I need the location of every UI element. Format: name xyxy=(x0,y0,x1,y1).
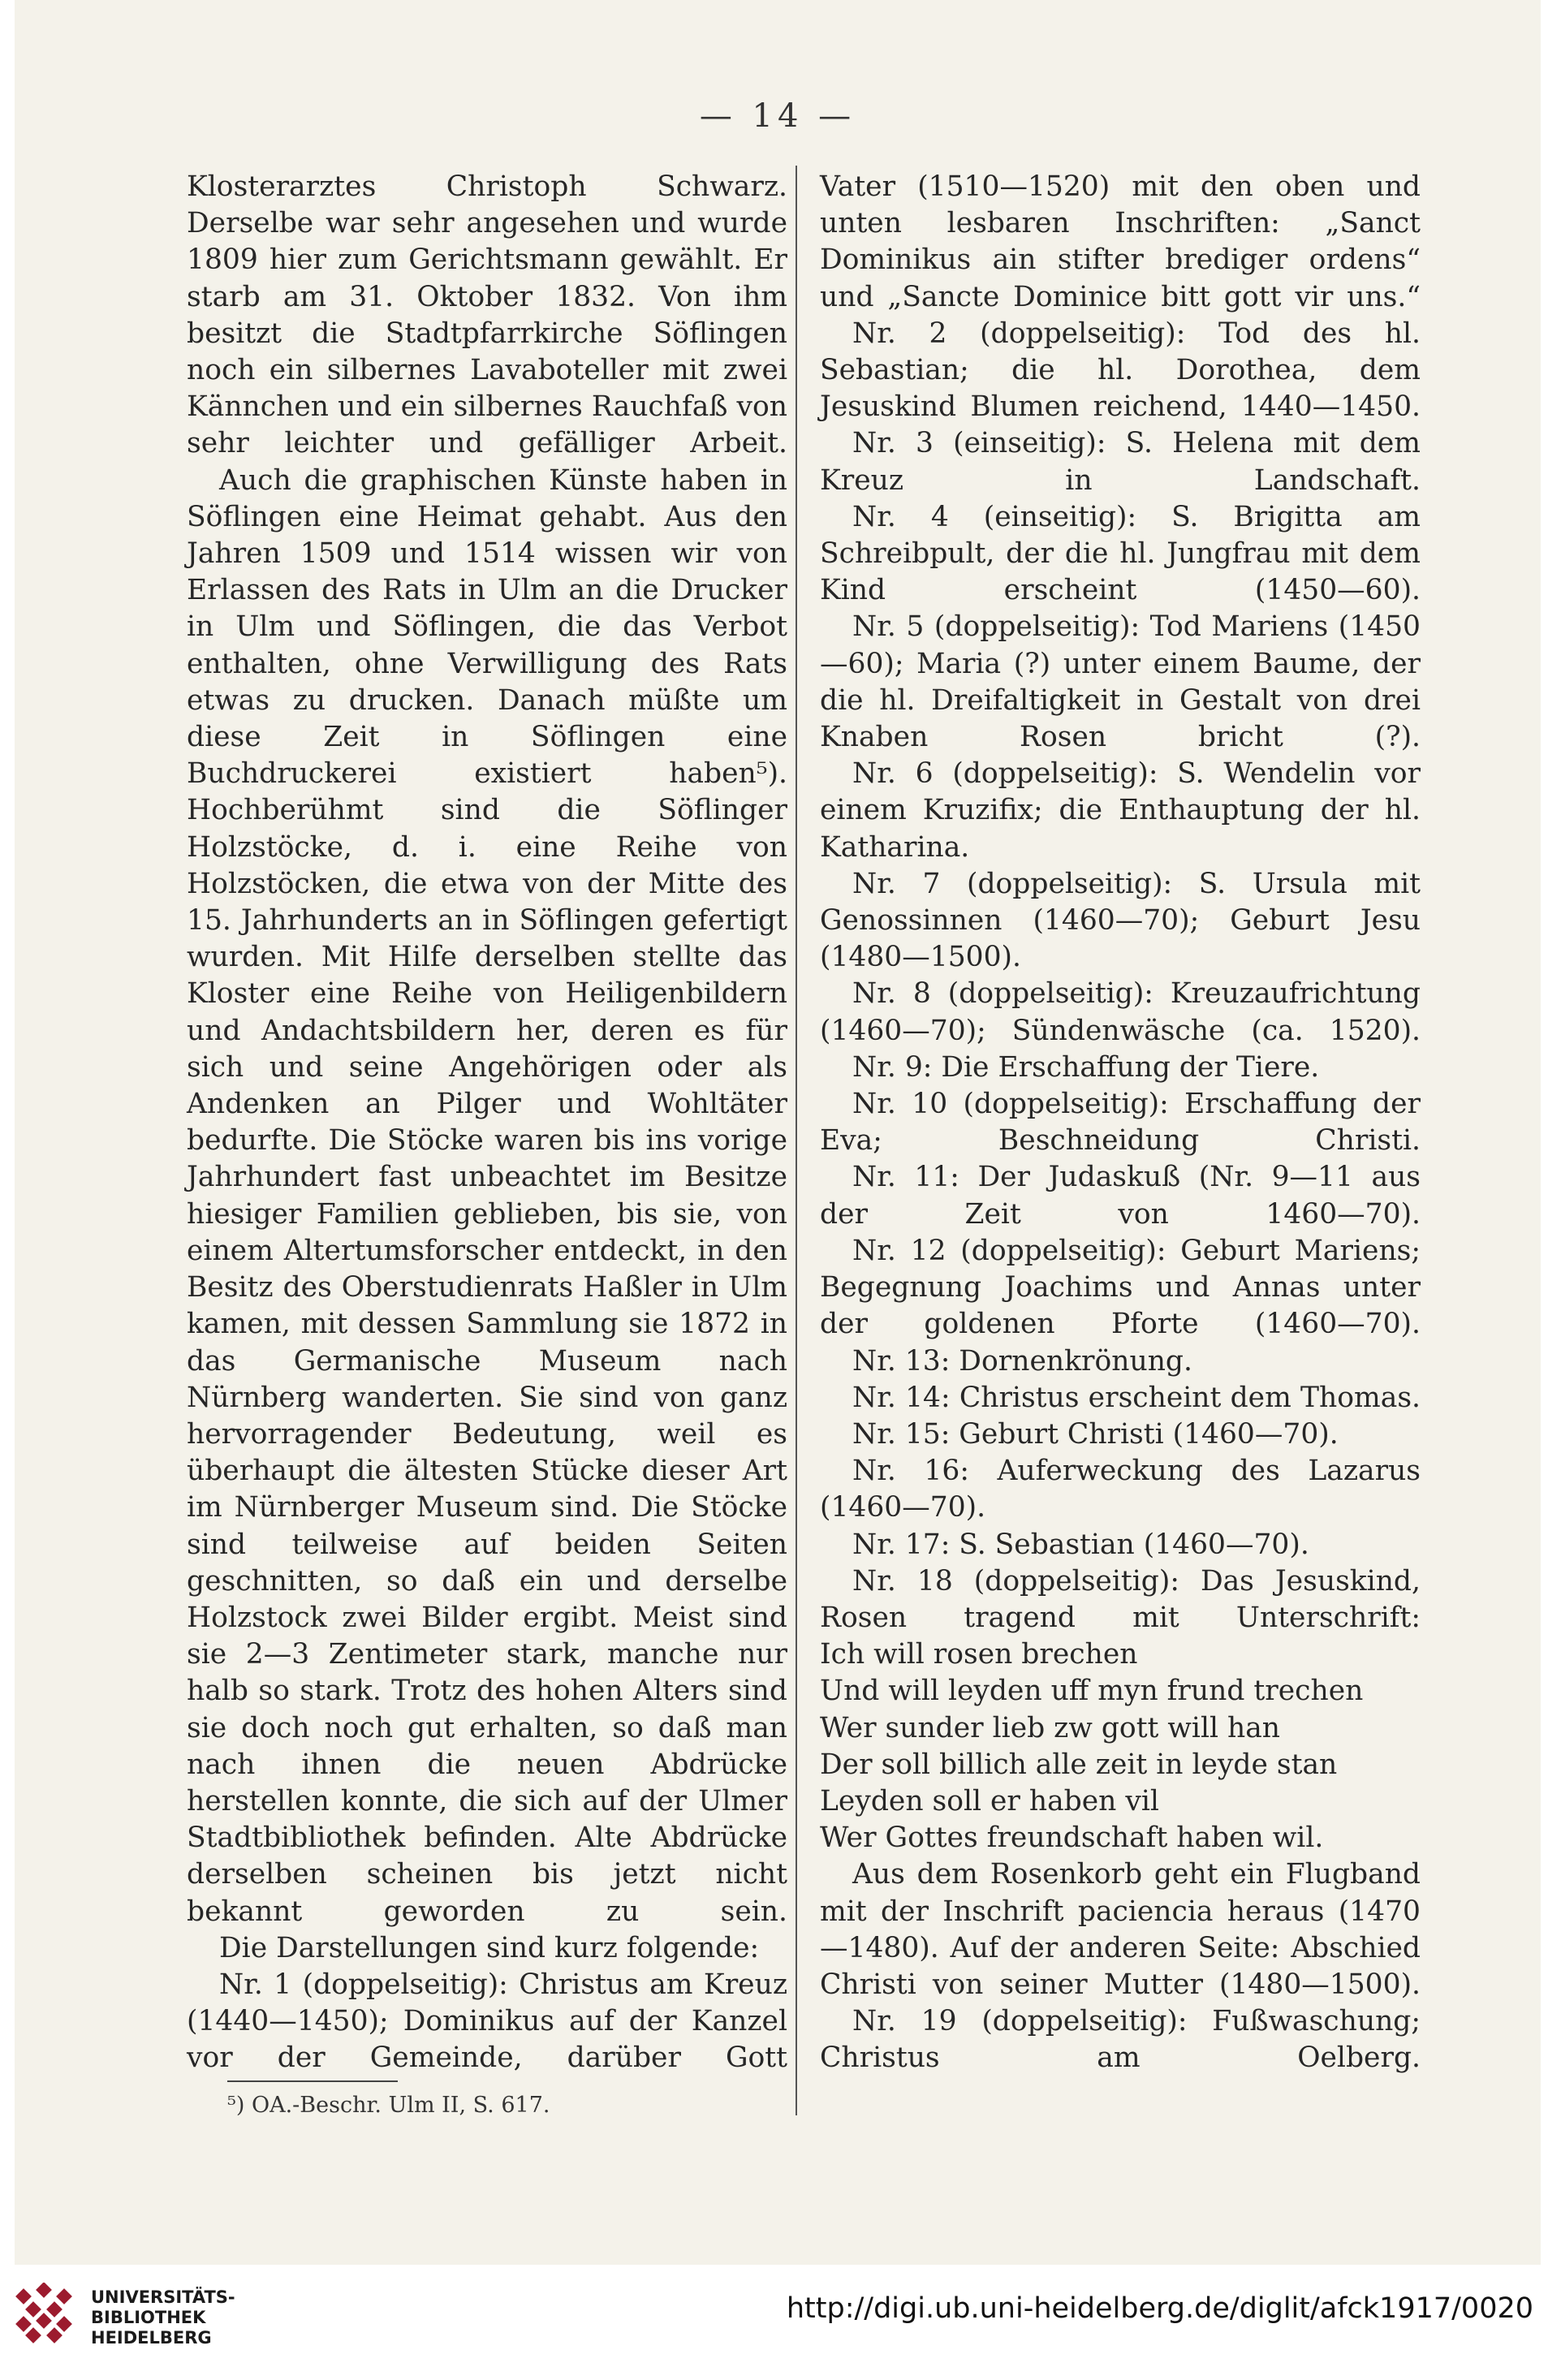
poem-line: Wer sunder lieb zw gott will han xyxy=(820,1711,1280,1744)
paragraph: Nr. 12 (doppelseitig): Geburt Mariens; Begegnung Joachims und Annas unter der goldenen Pforte (1460—70). xyxy=(820,1234,1421,1341)
paragraph: Die Darstellungen sind kurz folgende: xyxy=(219,1931,760,1964)
paragraph: Nr. 10 (doppelseitig): Erschaffung der Eva; Beschneidung Christi. xyxy=(820,1088,1421,1158)
paragraph: Klosterarztes Christoph Schwarz. Derselbe war sehr angesehen und wurde 1809 hier zum Gerichtsmann gewählt. Er starb am 31. Oktober 1832. Von ihm besitzt die Stadtpfarrkirche Söflingen noch ein silbernes Lavaboteller mit zwei Kännchen und ein silbernes Rauchfaß von sehr leichter und gefälliger Arbeit. xyxy=(187,170,787,460)
source-url-link[interactable]: http://digi.ub.uni-heidelberg.de/diglit/afck1917/0020 xyxy=(786,2292,1533,2325)
footer-bar xyxy=(0,2265,1548,2380)
paragraph: Auch die graphischen Künste haben in Söflingen eine Heimat gehabt. Aus den Jahren 1509 und 1514 wissen wir von Erlassen des Rats in Ulm an die Drucker in Ulm und Söflingen, die das Verbot enthalten, ohne Verwilligung des Rats etwas zu drucken. Danach müßte um diese Zeit in Söflingen eine Buchdruckerei existiert haben⁵). Hochberühmt sind die Söflinger Holzstöcke, d. i. eine Reihe von Holzstöcken, die etwa von der Mitte des 15. Jahrhunderts an in Söflingen gefertigt wurden. Mit Hilfe derselben stellte das Kloster eine Reihe von Heiligenbildern und Andachtsbildern her, deren es für sich und seine Angehörigen oder als Andenken an Pilger und Wohltäter bedurfte. Die Stöcke waren bis ins vorige Jahrhundert fast unbeachtet im Besitze hiesiger Familien geblieben, bis sie, von einem Altertumsforscher entdeckt, in den Besitz des Oberstudienrats Haßler in Ulm kamen, mit dessen Sammlung sie 1872 in das Germanische Museum nach Nürnberg wanderten. Sie sind von ganz hervorragender Bedeutung, weil es überhaupt die ältesten Stücke dieser Art im Nürnberger Museum sind. Die Stöcke sind teilweise auf beiden Seiten geschnitten, so daß ein und derselbe Holzstock zwei Bilder ergibt. Meist sind sie 2—3 Zentimeter stark, manche nur halb so stark. Trotz des hohen Alters sind sie doch noch gut erhalten, so daß man nach ihnen die neuen Abdrücke herstellen konnte, die sich auf der Ulmer Stadtbibliothek befinden. Alte Abdrücke derselben scheinen bis jetzt nicht bekannt geworden zu sein. xyxy=(187,463,787,1928)
paragraph: Nr. 5 (doppelseitig): Tod Mariens (1450—60); Maria (?) unter einem Baume, der die hl. Dreifaltigkeit in Gestalt von drei Knaben Rosen bricht (?). xyxy=(820,610,1421,754)
paragraph: Nr. 15: Geburt Christi (1460—70). xyxy=(852,1417,1339,1451)
paragraph: Nr. 16: Auferweckung des Lazarus (1460—70). xyxy=(820,1455,1421,1524)
paragraph: Vater (1510—1520) mit den oben und unten lesbaren Inschriften: „Sanct Dominikus ain stifter brediger ordens“ und „Sancte Dominice bitt gott vir uns.“ xyxy=(820,170,1421,313)
library-name-line: HEIDELBERG xyxy=(91,2328,212,2348)
right-column xyxy=(820,169,1421,2077)
paragraph: Nr. 14: Christus erscheint dem Thomas. xyxy=(852,1381,1421,1414)
page-number: — 14 — xyxy=(699,97,856,135)
footnote-rule xyxy=(227,2080,398,2082)
poem-line: Der soll billich alle zeit in leyde stan xyxy=(820,1748,1338,1781)
paragraph: Nr. 18 (doppelseitig): Das Jesuskind, Rosen tragend mit Unterschrift: xyxy=(820,1564,1421,1634)
paragraph: Nr. 13: Dornenkrönung. xyxy=(852,1344,1192,1378)
library-name-line: UNIVERSITÄTS- xyxy=(91,2287,235,2307)
library-name[interactable] xyxy=(91,2287,235,2348)
paragraph: Nr. 9: Die Erschaffung der Tiere. xyxy=(852,1050,1320,1084)
paragraph: Nr. 6 (doppelseitig): S. Wendelin vor einem Kruzifix; die Enthauptung der hl. Katharina. xyxy=(820,757,1421,864)
poem-line: Und will leyden uff myn frund trechen xyxy=(820,1675,1364,1708)
poem-line: Ich will rosen brechen xyxy=(820,1638,1138,1671)
footnote: ⁵) OA.-Beschr. Ulm II, S. 617. xyxy=(227,2093,550,2118)
library-name-line: BIBLIOTHEK xyxy=(91,2308,206,2327)
poem-line: Leyden soll er haben vil xyxy=(820,1784,1159,1817)
paragraph: Nr. 4 (einseitig): S. Brigitta am Schreibpult, der die hl. Jungfrau mit dem Kind erscheint (1450—60). xyxy=(820,500,1421,607)
paragraph: Aus dem Rosenkorb geht ein Flugband mit der Inschrift paciencia heraus (1470—1480). Auf der anderen Seite: Abschied Christi von seiner Mutter (1480—1500). xyxy=(820,1858,1421,2001)
paragraph: Nr. 17: S. Sebastian (1460—70). xyxy=(852,1528,1309,1561)
paragraph: Nr. 3 (einseitig): S. Helena mit dem Kreuz in Landschaft. xyxy=(820,427,1421,497)
paragraph: Nr. 2 (doppelseitig): Tod des hl. Sebastian; die hl. Dorothea, dem Jesuskind Blumen reichend, 1440—1450. xyxy=(820,317,1421,424)
poem-line: Wer Gottes freundschaft haben wil. xyxy=(820,1822,1324,1855)
paragraph: Nr. 11: Der Judaskuß (Nr. 9—11 aus der Zeit von 1460—70). xyxy=(820,1161,1421,1231)
paragraph: Nr. 8 (doppelseitig): Kreuzaufrichtung (1460—70); Sündenwäsche (ca. 1520). xyxy=(820,977,1421,1047)
book-page xyxy=(15,0,1541,2265)
column-divider xyxy=(796,166,797,2115)
left-column xyxy=(187,169,787,2077)
paragraph: Nr. 1 (doppelseitig): Christus am Kreuz (1440—1450); Dominikus auf der Kanzel vor der Gemeinde, darüber Gott xyxy=(187,1968,787,2075)
paragraph: Nr. 19 (doppelseitig): Fußwaschung; Christus am Oelberg. xyxy=(820,2005,1421,2075)
university-library-logo-icon[interactable] xyxy=(11,2283,76,2348)
paragraph: Nr. 7 (doppelseitig): S. Ursula mit Genossinnen (1460—70); Geburt Jesu (1480—1500). xyxy=(820,867,1421,974)
